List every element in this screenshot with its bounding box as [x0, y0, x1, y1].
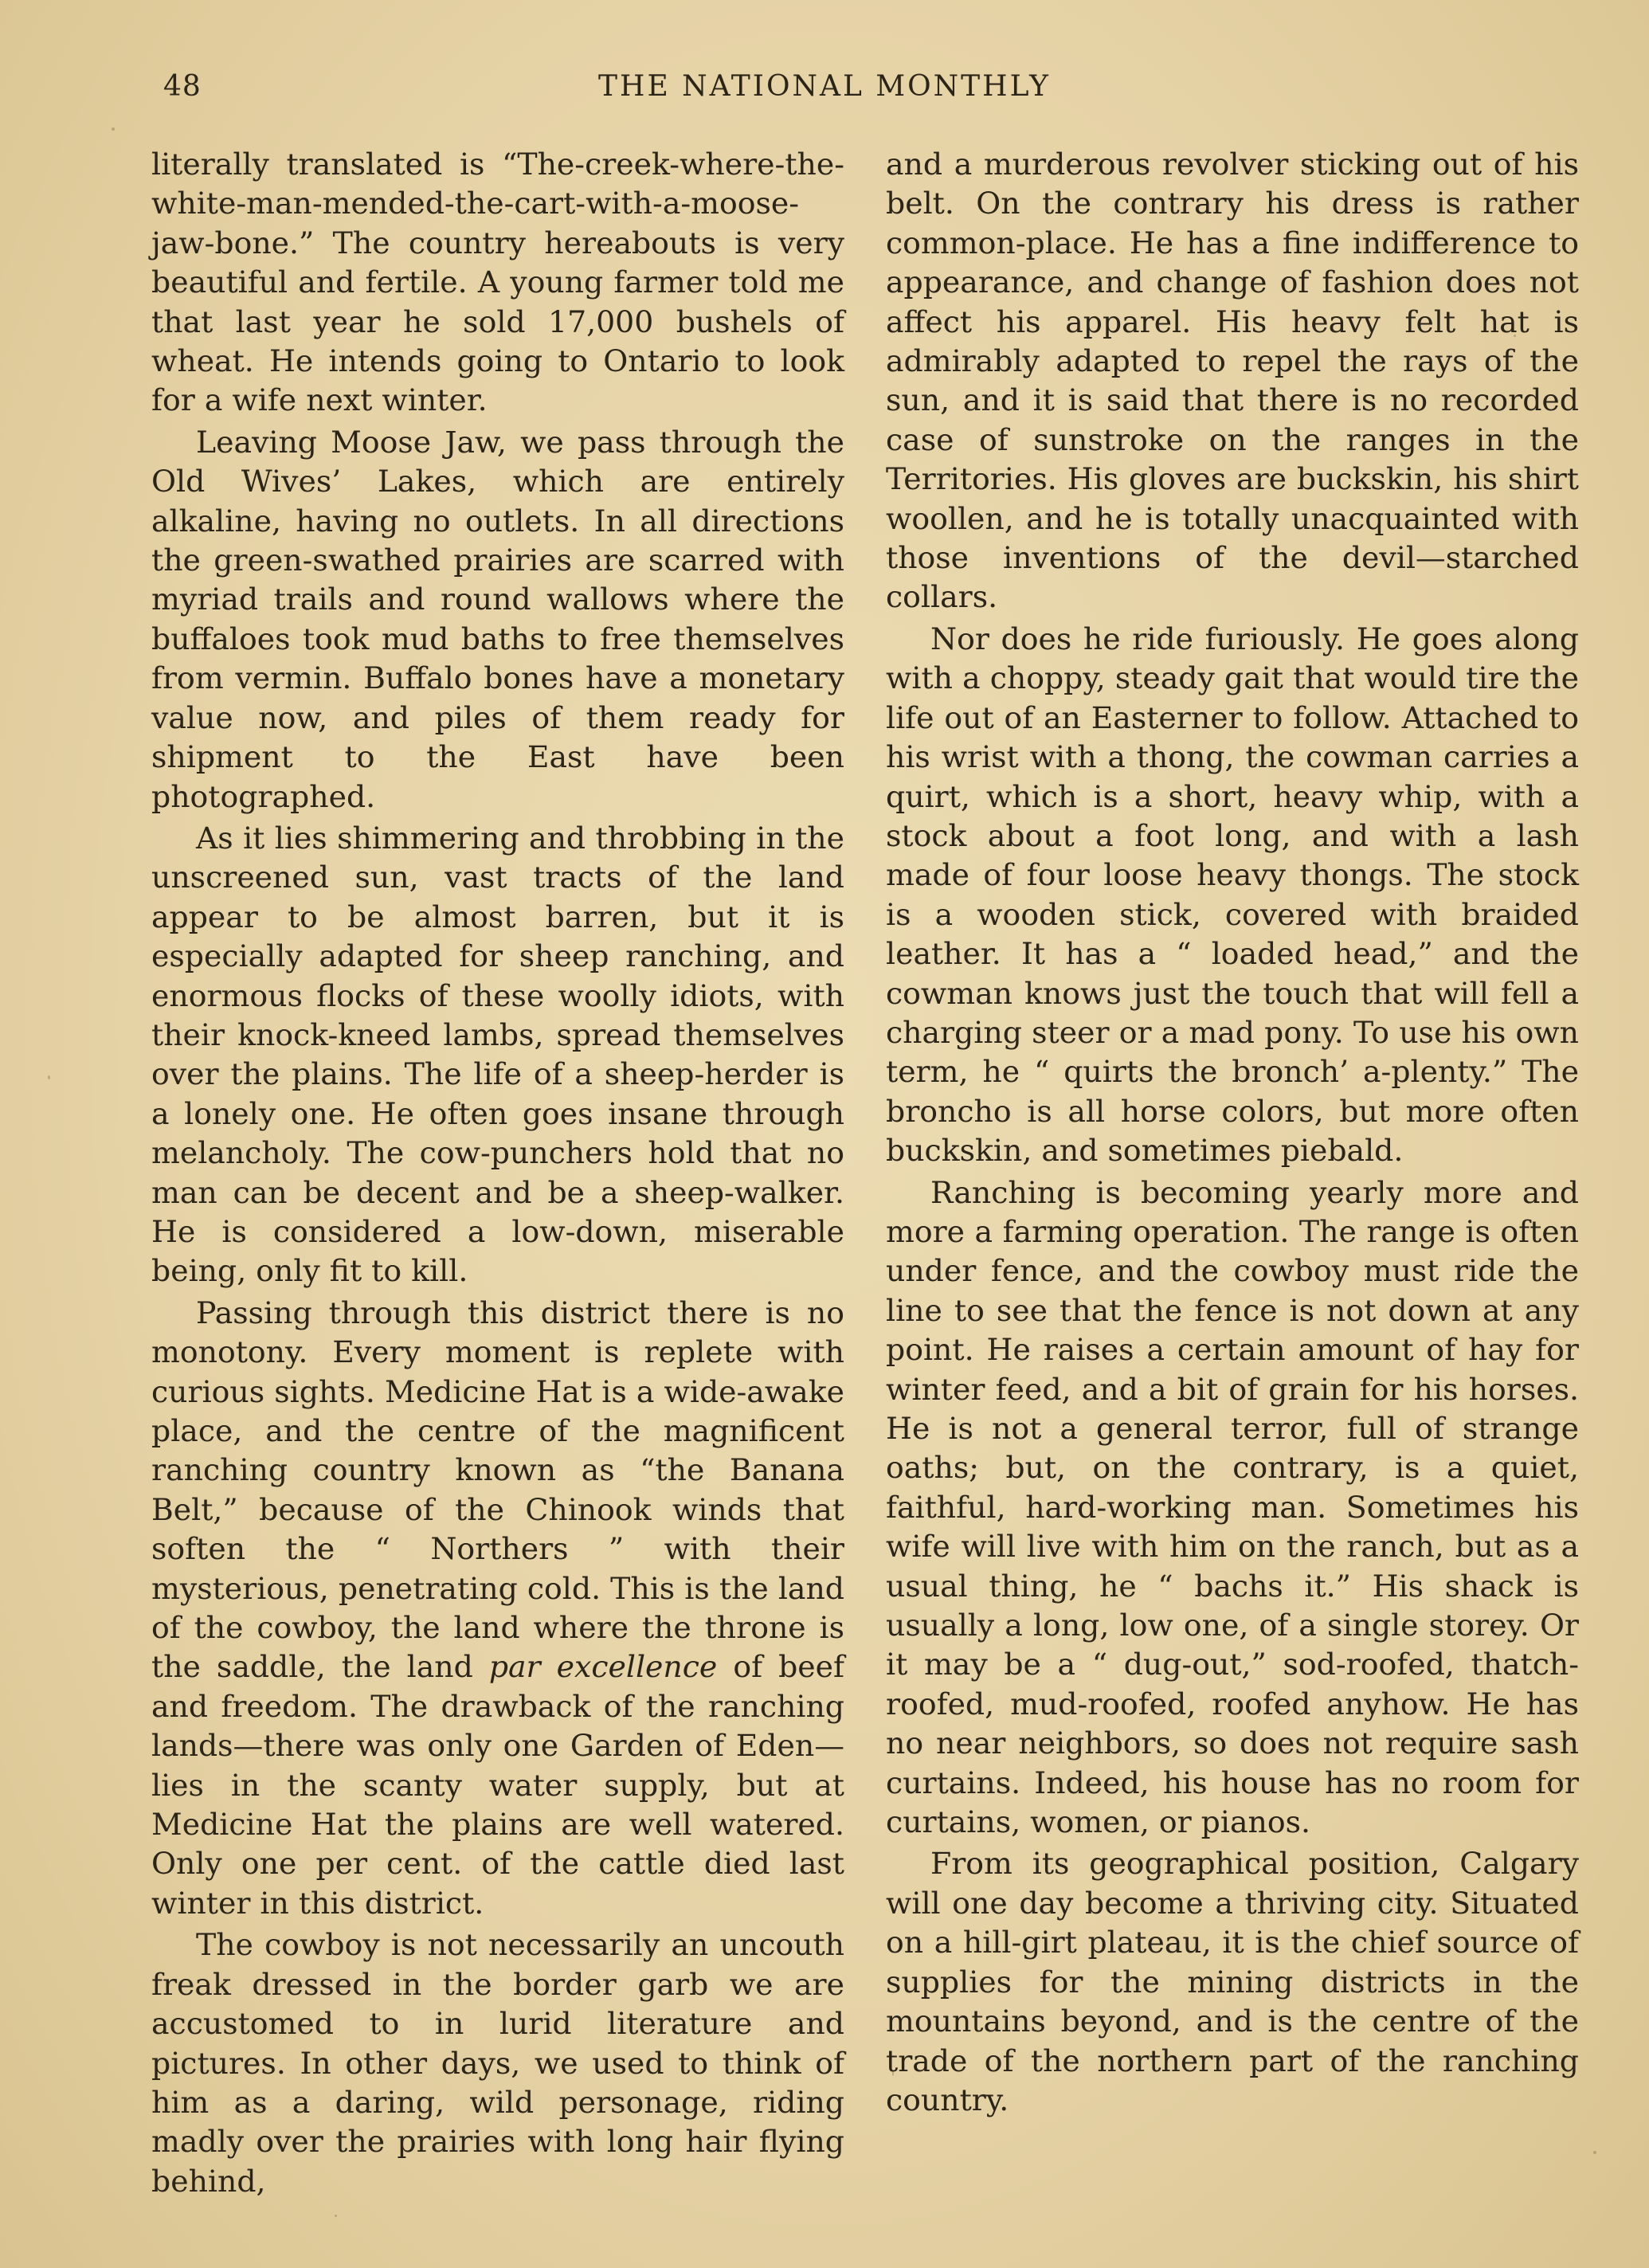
paragraph: Leaving Moose Jaw, we pass through the Old Wives’ Lakes, which are entirely alkaline, having no outlets. In all directions the green-swathed prairies are scarred with myriad trails and round wallows where the buffaloes took mud baths to free themselves from vermin. Buffalo bones have a monetary value now, and piles of them ready for shipment to the East have been photographed. [151, 424, 844, 814]
paragraph: From its geographical position, Calgary will one day become a thriving city. Situated on a hill-girt plateau, it is the chief source of supplies for the mining districts in the mountains beyond, and is the centre of the trade of the northern part of the ranching country. [886, 1846, 1579, 2117]
page-header [0, 70, 1649, 126]
paragraph: Ranching is becoming yearly more and more a farming operation. The range is often under fence, and the cowboy must ride the line to see that the fence is not down at any point. He raises a certain amount of hay for winter feed, and a bit of grain for his horses. He is not a general terror, full of strange oaths; but, on the contrary, is a quiet, faithful, hard-working man. Sometimes his wife will live with him on the ranch, but as a usual thing, he “ bachs it.” His shack is usually a long, low one, of a single storey. Or it may be a “ dug-out,” sod-roofed, thatch-roofed, mud-roofed, roofed anyhow. He has no near neighbors, so does not require sash curtains. Indeed, his house has no room for curtains, women, or pianos. [886, 1174, 1579, 1840]
italic-phrase: par excellence [488, 1649, 718, 1685]
paper-speck [112, 127, 115, 131]
paragraph-text: of beef and freedom. The drawback of the ranching lands—there was only one Garden of Eden—lies in the scanty water supply, but at Medicine Hat the plains are well watered. Only one per cent. of the cattle died last winter in this district. [151, 1649, 844, 1921]
paper-speck [335, 2215, 337, 2217]
paragraph: literally translated is “The-creek-where-the-white-man-mended-the-cart-with-a-moose-jaw-bone.” The country hereabouts is very beautiful and fertile. A young farmer told me that last year he sold 17,000 bushels of wheat. He intends going to Ontario to look for a wife next winter. [151, 147, 844, 418]
running-title: THE NATIONAL MONTHLY [598, 70, 1051, 103]
right-column [886, 145, 1579, 2120]
paragraph: Nor does he ride furiously. He goes along with a choppy, steady gait that would tire the life out of an Easterner to follow. Attached to his wrist with a thong, the cowman carries a quirt, which is a short, heavy whip, with a stock about a foot long, and with a lash made of four loose heavy thongs. The stock is a wooden stick, covered with braided leather. It has a “ loaded head,” and the cowman knows just the touch that will fell a charging steer or a mad pony. To use his own term, he “ quirts the bronch’ a-plenty.” The broncho is all horse colors, but more often buckskin, and sometimes piebald. [886, 621, 1579, 1169]
paragraph: and a murderous revolver sticking out of his belt. On the contrary his dress is rather common-place. He has a fine indifference to appearance, and change of fashion does not affect his apparel. His heavy felt hat is admirably adapted to repel the rays of the sun, and it is said that there is no recorded case of sunstroke on the ranges in the Territories. His gloves are buckskin, his shirt woollen, and he is totally unacquainted with those inventions of the devil—starched collars. [886, 147, 1579, 615]
paragraph [151, 1294, 844, 1924]
paragraph-text: Passing through this district there is no monotony. Every moment is replete with curious sights. Medicine Hat is a wide-awake place, and the centre of the magnificent ranching country known as “the Banana Belt,” because of the Chinook winds that soften the “ Northers ” with their mysterious, penetrating cold. This is the land of the cowboy, the land where the throne is the saddle, the land [151, 1295, 844, 1685]
paragraph: As it lies shimmering and throbbing in the unscreened sun, vast tracts of the land appear to be almost barren, but it is especially adapted for sheep ranching, and enormous flocks of these woolly idiots, with their knock-kneed lambs, spread themselves over the plains. The life of a sheep-herder is a lonely one. He often goes insane through melancholy. The cow-punchers hold that no man can be decent and be a sheep-walker. He is considered a low-down, miserable being, only fit to kill. [151, 820, 844, 1289]
paper-speck [48, 1075, 50, 1079]
paper-speck [892, 2071, 894, 2076]
paper-speck [1593, 2151, 1596, 2154]
paragraph: The cowboy is not necessarily an uncouth freak dressed in the border garb we are accustomed to in lurid literature and pictures. In other days, we used to think of him as a daring, wild personage, riding madly over the prairies with long hair flying behind, [151, 1927, 844, 2199]
paper-speck [1514, 335, 1516, 337]
page-number: 48 [163, 70, 202, 103]
left-column [151, 145, 844, 2201]
